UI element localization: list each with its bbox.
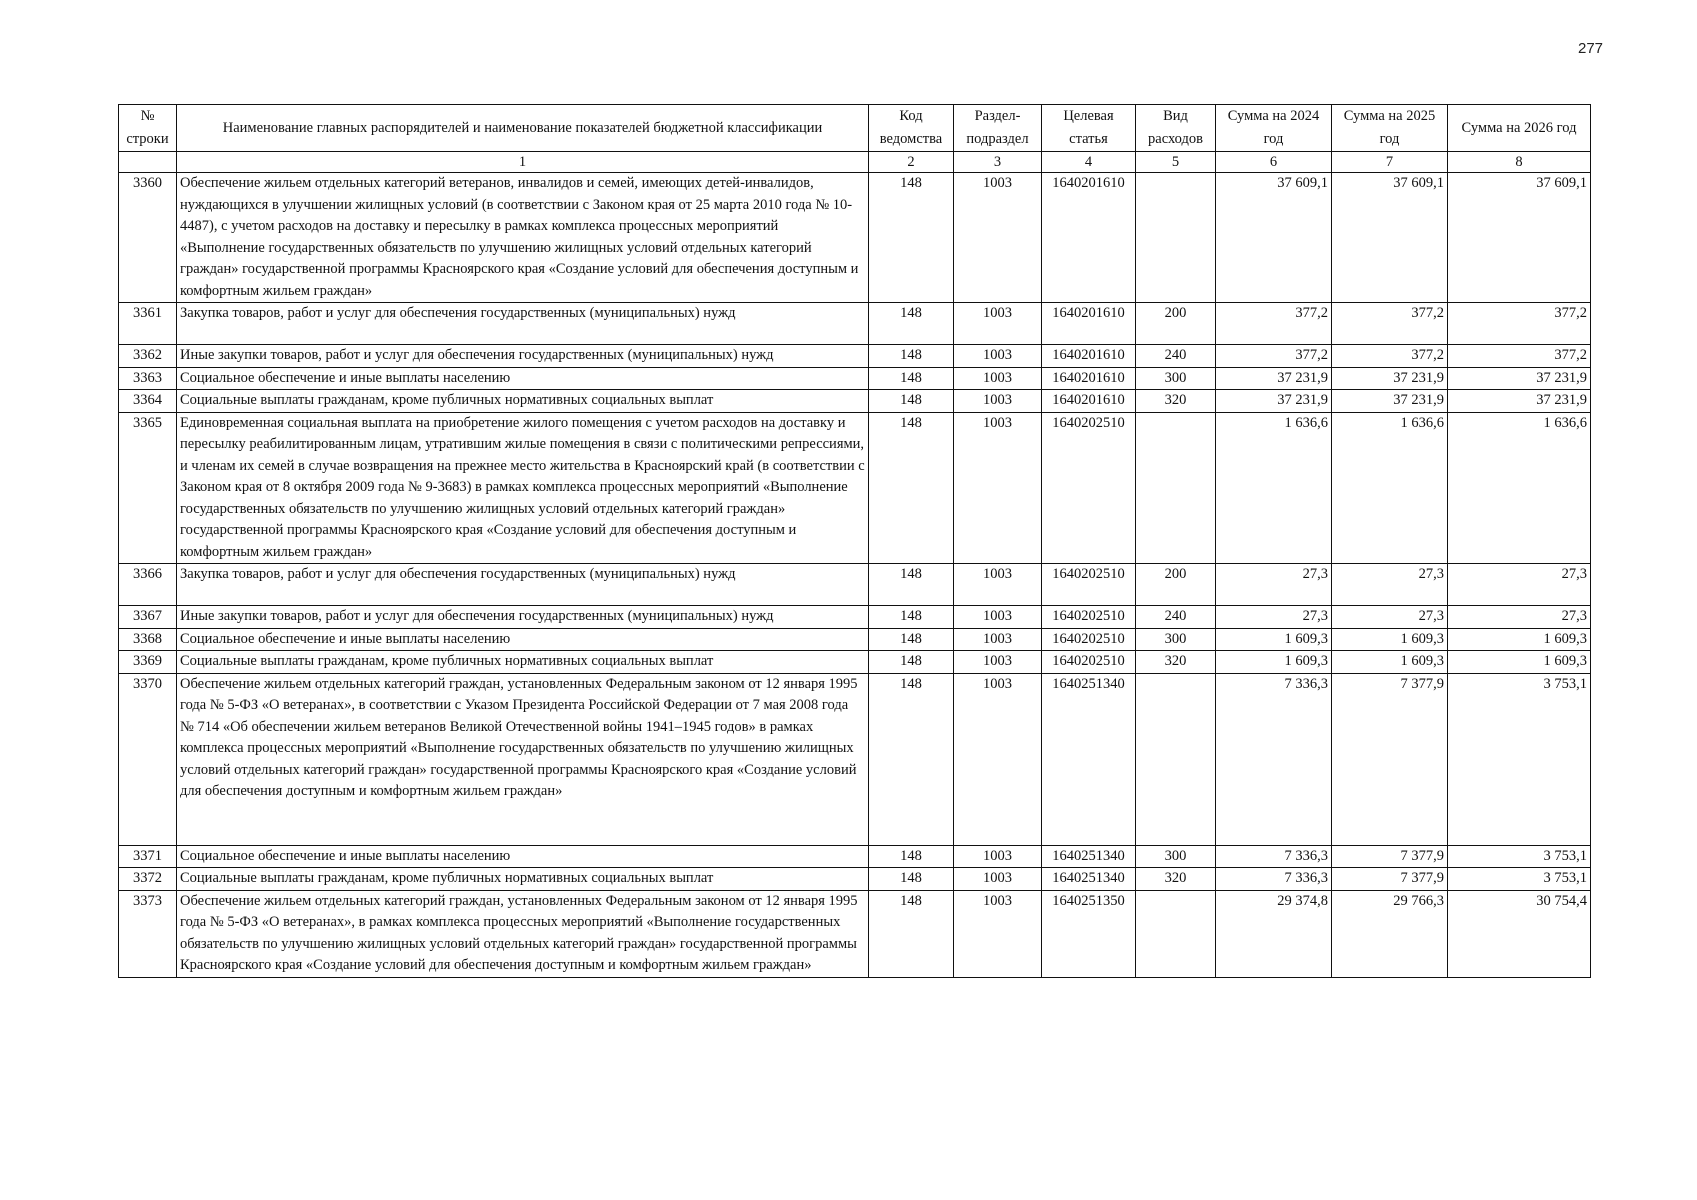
target-code: 1640201610: [1042, 303, 1136, 345]
expense-type: 300: [1136, 628, 1216, 651]
column-number: 3: [954, 152, 1042, 173]
table-row: [119, 606, 1591, 629]
target-code: 1640202510: [1042, 606, 1136, 629]
sum-2026: 27,3: [1448, 606, 1591, 629]
section-code: 1003: [954, 606, 1042, 629]
table-row: [119, 173, 1591, 303]
section-code: 1003: [954, 345, 1042, 368]
row-number: 3371: [119, 845, 177, 868]
table-row: [119, 628, 1591, 651]
expense-type: 300: [1136, 367, 1216, 390]
expense-type: 240: [1136, 345, 1216, 368]
row-number: 3372: [119, 868, 177, 891]
row-name: Иные закупки товаров, работ и услуг для обеспечения государственных (муниципальных) нужд: [177, 345, 869, 368]
expense-type: 200: [1136, 564, 1216, 606]
dept-code: 148: [869, 606, 954, 629]
sum-2026: 1 636,6: [1448, 412, 1591, 564]
expense-type: 320: [1136, 868, 1216, 891]
sum-2025: 1 636,6: [1332, 412, 1448, 564]
header-section: Раздел-подраздел: [954, 105, 1042, 152]
header-sum-2025: Сумма на 2025 год: [1332, 105, 1448, 152]
column-number: 6: [1216, 152, 1332, 173]
sum-2025: 27,3: [1332, 564, 1448, 606]
dept-code: 148: [869, 345, 954, 368]
section-code: 1003: [954, 303, 1042, 345]
column-number: 8: [1448, 152, 1591, 173]
sum-2024: 7 336,3: [1216, 868, 1332, 891]
sum-2025: 37 231,9: [1332, 390, 1448, 413]
dept-code: 148: [869, 845, 954, 868]
sum-2024: 7 336,3: [1216, 845, 1332, 868]
sum-2024: 1 636,6: [1216, 412, 1332, 564]
row-name: Социальные выплаты гражданам, кроме публичных нормативных социальных выплат: [177, 868, 869, 891]
sum-2025: 377,2: [1332, 345, 1448, 368]
row-number: 3360: [119, 173, 177, 303]
sum-2024: 37 231,9: [1216, 367, 1332, 390]
expense-type: 200: [1136, 303, 1216, 345]
sum-2024: 37 231,9: [1216, 390, 1332, 413]
sum-2026: 3 753,1: [1448, 868, 1591, 891]
row-number: 3367: [119, 606, 177, 629]
dept-code: 148: [869, 412, 954, 564]
target-code: 1640202510: [1042, 651, 1136, 674]
table-row: [119, 303, 1591, 345]
sum-2026: 1 609,3: [1448, 651, 1591, 674]
row-number: 3366: [119, 564, 177, 606]
sum-2025: 1 609,3: [1332, 628, 1448, 651]
section-code: 1003: [954, 628, 1042, 651]
sum-2026: 27,3: [1448, 564, 1591, 606]
page-number: 277: [1578, 40, 1604, 57]
section-code: 1003: [954, 673, 1042, 845]
dept-code: 148: [869, 367, 954, 390]
table-row: [119, 845, 1591, 868]
column-number: 2: [869, 152, 954, 173]
sum-2025: 1 609,3: [1332, 651, 1448, 674]
row-name: Социальные выплаты гражданам, кроме публичных нормативных социальных выплат: [177, 390, 869, 413]
table-row: [119, 367, 1591, 390]
row-number: 3369: [119, 651, 177, 674]
section-code: 1003: [954, 845, 1042, 868]
table-row: [119, 390, 1591, 413]
section-code: 1003: [954, 890, 1042, 977]
sum-2025: 377,2: [1332, 303, 1448, 345]
row-number: 3363: [119, 367, 177, 390]
expense-type: [1136, 412, 1216, 564]
target-code: 1640202510: [1042, 628, 1136, 651]
header-dept-code: Код ведомства: [869, 105, 954, 152]
row-name: Социальные выплаты гражданам, кроме публичных нормативных социальных выплат: [177, 651, 869, 674]
expense-type: [1136, 890, 1216, 977]
header-target-article: Целевая статья: [1042, 105, 1136, 152]
column-number: 5: [1136, 152, 1216, 173]
expense-type: [1136, 173, 1216, 303]
row-name: Обеспечение жильем отдельных категорий граждан, установленных Федеральным законом от 12 января 1995 года № 5-ФЗ «О ветеранах», в рамках комплекса процессных мероприятий «Выполнение государственных обязательств по улучшению жилищных условий отдельных категорий граждан» государственной программы Красноярского края «Создание условий для обеспечения доступным и комфортным жильем граждан»: [177, 890, 869, 977]
sum-2025: 7 377,9: [1332, 845, 1448, 868]
row-name: Единовременная социальная выплата на приобретение жилого помещения с учетом расходов на доставку и пересылку реабилитированным лицам, утратившим жилые помещения в связи с политическими репрессиями, и членам их семей в случае возвращения на прежнее место жительства в Красноярский край (в соответствии с Законом края от 8 октября 2009 года № 9-3683) в рамках комплекса процессных мероприятий «Выполнение государственных обязательств по улучшению жилищных условий отдельных категорий граждан» государственной программы Красноярского края «Создание условий для обеспечения доступным и комфортным жильем граждан»: [177, 412, 869, 564]
table-row: [119, 345, 1591, 368]
dept-code: 148: [869, 868, 954, 891]
row-name: Социальное обеспечение и иные выплаты населению: [177, 845, 869, 868]
dept-code: 148: [869, 173, 954, 303]
row-name: Социальное обеспечение и иные выплаты населению: [177, 367, 869, 390]
row-name: Социальное обеспечение и иные выплаты населению: [177, 628, 869, 651]
section-code: 1003: [954, 173, 1042, 303]
target-code: 1640251350: [1042, 890, 1136, 977]
section-code: 1003: [954, 868, 1042, 891]
row-number: 3370: [119, 673, 177, 845]
sum-2024: 37 609,1: [1216, 173, 1332, 303]
target-code: 1640201610: [1042, 345, 1136, 368]
row-number: 3373: [119, 890, 177, 977]
column-number: 7: [1332, 152, 1448, 173]
budget-table: [118, 104, 1591, 978]
sum-2025: 37 609,1: [1332, 173, 1448, 303]
column-number-row: [119, 152, 1591, 173]
row-name: Обеспечение жильем отдельных категорий ветеранов, инвалидов и семей, имеющих детей-инвалидов, нуждающихся в улучшении жилищных условий (в соответствии с Законом края от 25 марта 2010 года № 10-4487), с учетом расходов на доставку и пересылку в рамках комплекса процессных мероприятий «Выполнение государственных обязательств по улучшению жилищных условий отдельных категорий граждан» государственной программы Красноярского края «Создание условий для обеспечения доступным и комфортным жильем граждан»: [177, 173, 869, 303]
sum-2025: 7 377,9: [1332, 673, 1448, 845]
section-code: 1003: [954, 367, 1042, 390]
row-number: 3361: [119, 303, 177, 345]
sum-2024: 1 609,3: [1216, 628, 1332, 651]
sum-2026: 377,2: [1448, 303, 1591, 345]
row-name: Закупка товаров, работ и услуг для обеспечения государственных (муниципальных) нужд: [177, 303, 869, 345]
section-code: 1003: [954, 651, 1042, 674]
dept-code: 148: [869, 303, 954, 345]
sum-2025: 29 766,3: [1332, 890, 1448, 977]
sum-2026: 37 231,9: [1448, 390, 1591, 413]
expense-type: 240: [1136, 606, 1216, 629]
table-row: [119, 868, 1591, 891]
section-code: 1003: [954, 564, 1042, 606]
sum-2026: 377,2: [1448, 345, 1591, 368]
dept-code: 148: [869, 651, 954, 674]
row-number: 3364: [119, 390, 177, 413]
sum-2026: 30 754,4: [1448, 890, 1591, 977]
sum-2026: 3 753,1: [1448, 845, 1591, 868]
row-number: 3365: [119, 412, 177, 564]
target-code: 1640201610: [1042, 367, 1136, 390]
table-row: [119, 412, 1591, 564]
dept-code: 148: [869, 673, 954, 845]
header-expense-type: Вид расходов: [1136, 105, 1216, 152]
header-sum-2024: Сумма на 2024 год: [1216, 105, 1332, 152]
sum-2026: 37 231,9: [1448, 367, 1591, 390]
target-code: 1640202510: [1042, 412, 1136, 564]
sum-2024: 377,2: [1216, 303, 1332, 345]
header-row-number: № строки: [119, 105, 177, 152]
expense-type: 320: [1136, 651, 1216, 674]
target-code: 1640202510: [1042, 564, 1136, 606]
row-number: 3362: [119, 345, 177, 368]
target-code: 1640251340: [1042, 868, 1136, 891]
column-number: [119, 152, 177, 173]
column-number: 1: [177, 152, 869, 173]
dept-code: 148: [869, 628, 954, 651]
dept-code: 148: [869, 390, 954, 413]
dept-code: 148: [869, 890, 954, 977]
expense-type: 300: [1136, 845, 1216, 868]
column-number: 4: [1042, 152, 1136, 173]
section-code: 1003: [954, 390, 1042, 413]
header-sum-2026: Сумма на 2026 год: [1448, 105, 1591, 152]
table-row: [119, 651, 1591, 674]
header-name: Наименование главных распорядителей и наименование показателей бюджетной классификации: [177, 105, 869, 152]
sum-2024: 377,2: [1216, 345, 1332, 368]
target-code: 1640251340: [1042, 673, 1136, 845]
sum-2026: 37 609,1: [1448, 173, 1591, 303]
row-name: Иные закупки товаров, работ и услуг для обеспечения государственных (муниципальных) нужд: [177, 606, 869, 629]
section-code: 1003: [954, 412, 1042, 564]
table-row: [119, 673, 1591, 845]
sum-2024: 1 609,3: [1216, 651, 1332, 674]
sum-2024: 7 336,3: [1216, 673, 1332, 845]
sum-2025: 27,3: [1332, 606, 1448, 629]
sum-2026: 3 753,1: [1448, 673, 1591, 845]
dept-code: 148: [869, 564, 954, 606]
expense-type: [1136, 673, 1216, 845]
row-name: Закупка товаров, работ и услуг для обеспечения государственных (муниципальных) нужд: [177, 564, 869, 606]
target-code: 1640251340: [1042, 845, 1136, 868]
target-code: 1640201610: [1042, 173, 1136, 303]
table-row: [119, 890, 1591, 977]
sum-2024: 27,3: [1216, 564, 1332, 606]
sum-2026: 1 609,3: [1448, 628, 1591, 651]
table-row: [119, 564, 1591, 606]
sum-2024: 29 374,8: [1216, 890, 1332, 977]
sum-2024: 27,3: [1216, 606, 1332, 629]
sum-2025: 7 377,9: [1332, 868, 1448, 891]
target-code: 1640201610: [1042, 390, 1136, 413]
expense-type: 320: [1136, 390, 1216, 413]
sum-2025: 37 231,9: [1332, 367, 1448, 390]
header-row: [119, 105, 1591, 152]
row-name: Обеспечение жильем отдельных категорий граждан, установленных Федеральным законом от 12 января 1995 года № 5-ФЗ «О ветеранах», в соответствии с Указом Президента Российской Федерации от 7 мая 2008 года № 714 «Об обеспечении жильем ветеранов Великой Отечественной войны 1941–1945 годов» в рамках комплекса процессных мероприятий «Выполнение государственных обязательств по улучшению жилищных условий отдельных категорий граждан» государственной программы Красноярского края «Создание условий для обеспечения доступным и комфортным жильем граждан»: [177, 673, 869, 845]
row-number: 3368: [119, 628, 177, 651]
